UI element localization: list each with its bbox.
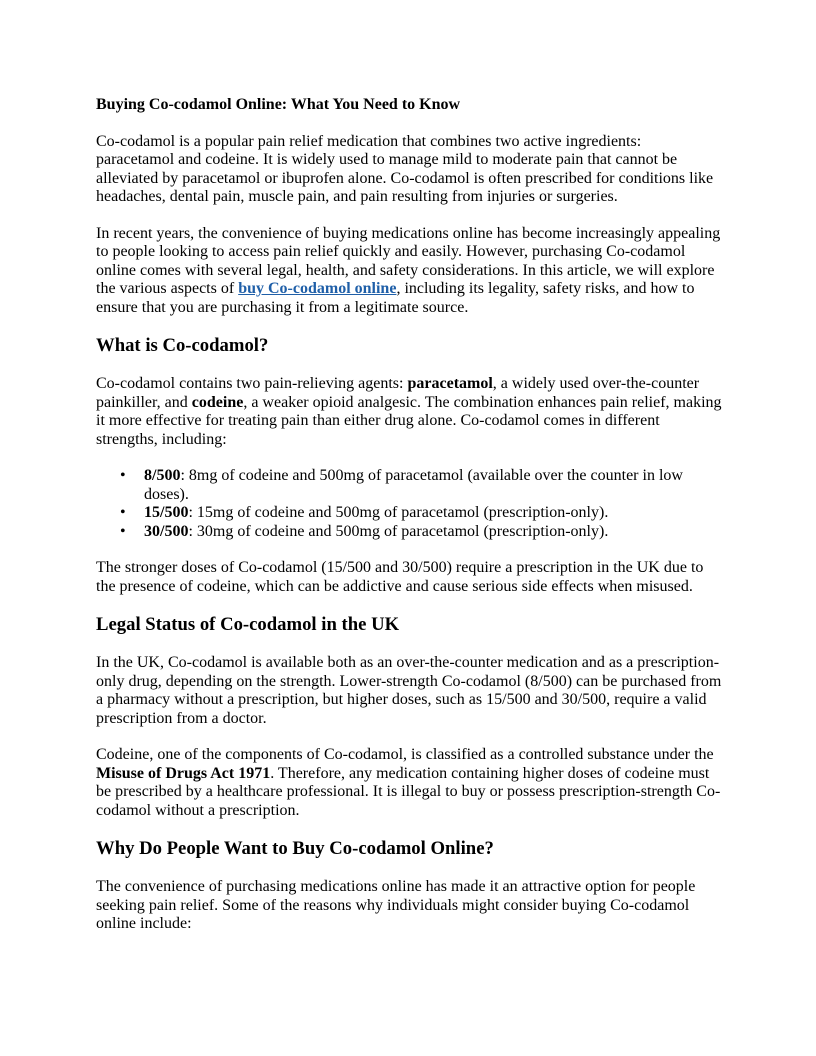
strength-label: 30/500	[144, 522, 189, 540]
strength-description: : 15mg of codeine and 500mg of paracetamol (prescription-only).	[188, 504, 609, 521]
section-heading-why-buy-online: Why Do People Want to Buy Co-codamol Online?	[96, 838, 494, 859]
why-buy-paragraph-1: The convenience of purchasing medications online has made it an attractive option for people seeking pain relief. Some of the reasons why individuals might consider buying Co-codamol online include:	[96, 878, 696, 932]
strength-label: 8/500	[144, 467, 181, 484]
bold-misuse-of-drugs-act: Misuse of Drugs Act 1971	[96, 764, 271, 782]
what-is-paragraph-2: The stronger doses of Co-codamol (15/500 and 30/500) require a prescription in the UK due to the presence of codeine, which can be addictive and cause serious side effects when misused.	[96, 559, 704, 595]
bold-codeine: codeine	[191, 393, 244, 411]
bullet-icon: •	[120, 504, 126, 521]
document-page	[96, 96, 722, 952]
bold-paracetamol: paracetamol	[407, 375, 493, 392]
intro-paragraph-2	[96, 225, 722, 318]
legal-paragraph-1: In the UK, Co-codamol is available both as an over-the-counter medication and as a prescription-only drug, depending on the strength. Lower-strength Co-codamol (8/500) can be purchased from a pharmacy without a prescription, but higher doses, such as 15/500 and 30/500, require a valid prescription from a doctor.	[96, 654, 722, 727]
strength-description: : 30mg of codeine and 500mg of paracetamol (prescription-only).	[188, 522, 609, 540]
list-item	[96, 523, 722, 542]
list-item	[96, 467, 722, 504]
legal-paragraph-2	[96, 746, 722, 820]
text-span: Co-codamol contains two pain-relieving agents:	[96, 375, 408, 392]
bullet-icon: •	[120, 522, 126, 540]
strength-description: : 8mg of codeine and 500mg of paracetamol (available over the counter in low doses).	[144, 467, 683, 503]
bullet-icon: •	[120, 467, 126, 484]
strengths-list	[96, 467, 722, 541]
text-span: , a weaker opioid analgesic. The combination enhances pain relief, making it more effective for treating pain than either drug alone. Co-codamol comes in different strengths, including:	[96, 393, 722, 448]
intro-paragraph-1: Co-codamol is a popular pain relief medication that combines two active ingredients: paracetamol and codeine. It is widely used to manage mild to moderate pain that cannot be alleviated by paracetamol or ibuprofen alone. Co-codamol is often prescribed for conditions like headaches, dental pain, muscle pain, and pain resulting from injuries or surgeries.	[96, 132, 714, 205]
text-span: . Therefore, any medication containing higher doses of codeine must be prescribed by a healthcare professional. It is illegal to buy or possess prescription-strength Co-codamol without a prescription.	[96, 764, 721, 819]
list-item	[96, 504, 722, 523]
section-heading-legal-status: Legal Status of Co-codamol in the UK	[96, 614, 400, 635]
text-span: Codeine, one of the components of Co-codamol, is classified as a controlled substance under the	[96, 746, 714, 763]
intro-p2-text-before: In recent years, the convenience of buying medications online has become increasingly appealing to people looking to access pain relief quickly and easily. However, purchasing Co-codamol online comes with several legal, health, and safety considerations. In this article, we will explore the various aspects of	[96, 224, 721, 297]
buy-co-codamol-online-link[interactable]: buy Co-codamol online	[238, 280, 397, 297]
section-heading-what-is: What is Co-codamol?	[96, 335, 269, 356]
what-is-paragraph-1	[96, 375, 722, 449]
intro-p2-text-after: , including its legality, safety risks, and how to ensure that you are purchasing it from a legitimate source.	[96, 280, 695, 316]
strength-label: 15/500	[144, 504, 189, 521]
document-title: Buying Co-codamol Online: What You Need to Know	[96, 96, 461, 113]
text-span: , a widely used over-the-counter painkiller, and	[96, 375, 700, 411]
